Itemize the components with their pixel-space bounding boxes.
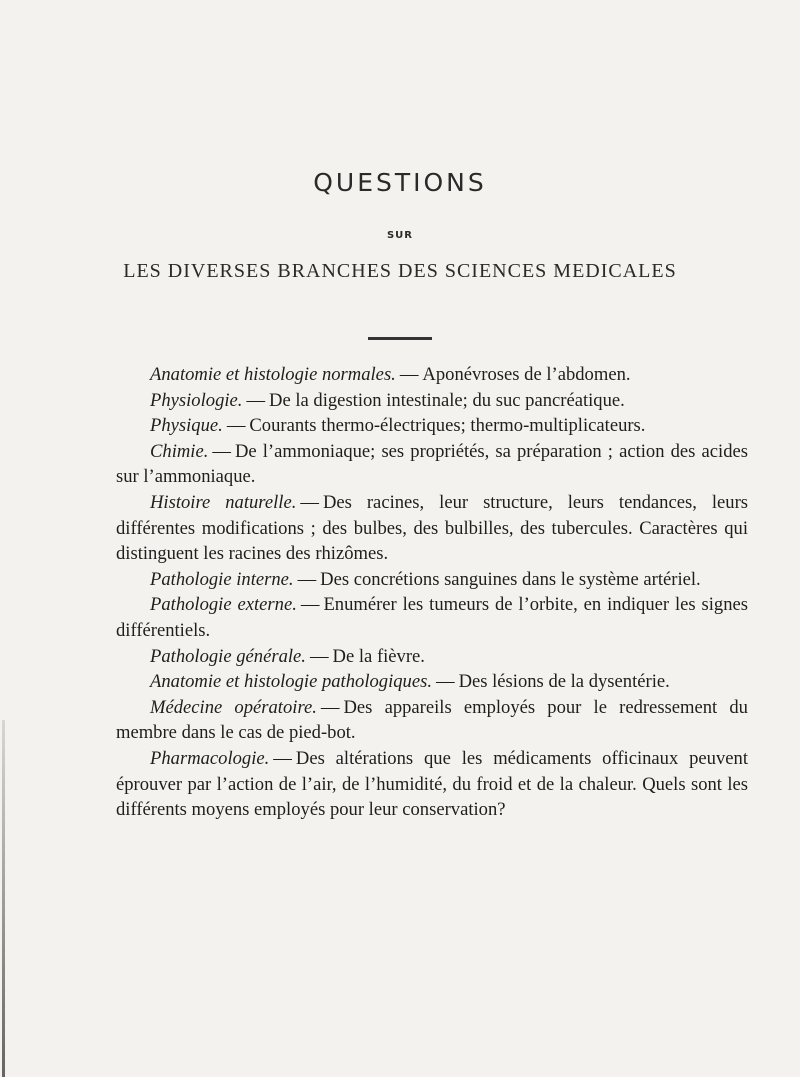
question-text: Courants thermo-électriques; thermo-multiplicateurs.: [249, 415, 646, 437]
question-item: [116, 644, 748, 670]
question-subject: Pathologie générale.: [150, 645, 306, 667]
question-subject: Histoire naturelle.: [150, 491, 297, 513]
question-text: Des appareils employés pour le redressement du membre dans le cas de pied-bot.: [116, 696, 748, 744]
question-text: Des altérations que les médicaments officinaux peuvent éprouver par l’action de l’air, de l’humidité, du froid et de la chaleur. Quels sont les différents moyens employés pour leur conservation?: [116, 747, 748, 821]
question-subject: Chimie.: [150, 440, 209, 462]
question-text: De la fièvre.: [332, 645, 425, 667]
question-item: [116, 362, 748, 388]
question-item: [116, 388, 748, 414]
page-subtitle: SUR: [386, 230, 414, 241]
question-subject: Pathologie externe.: [150, 594, 297, 616]
question-separator: —: [226, 415, 246, 437]
question-text: Aponévroses de l’abdomen.: [422, 364, 631, 385]
question-separator: —: [435, 671, 455, 693]
question-text: De l’ammoniaque; ses propriétés, sa préparation ; action des acides sur l’ammoniaque.: [116, 440, 748, 488]
question-separator: —: [212, 440, 231, 462]
question-subject: Pharmacologie.: [150, 747, 270, 769]
question-separator: —: [297, 568, 317, 590]
question-item: [116, 669, 748, 695]
question-item: [116, 490, 748, 567]
question-item: [116, 413, 748, 439]
questions-list: [116, 362, 748, 823]
question-item: [116, 746, 748, 823]
question-separator: —: [300, 594, 320, 616]
question-separator: —: [399, 364, 419, 385]
question-separator: —: [246, 389, 266, 411]
question-separator: —: [273, 747, 292, 769]
question-separator: —: [300, 491, 319, 513]
question-item: [116, 439, 748, 490]
question-subject: Physiologie.: [150, 389, 243, 411]
question-item: [116, 695, 748, 746]
question-text: Des racines, leur structure, leurs tendances, leurs différentes modifications ; des bulbes, des bulbilles, des tubercules. Caractères qui distinguent les racines des rhizômes.: [116, 491, 749, 565]
question-item: [116, 567, 748, 593]
question-subject: Anatomie et histologie pathologiques.: [150, 671, 432, 693]
question-text: Des concrétions sanguines dans le système artériel.: [320, 568, 701, 590]
question-text: De la digestion intestinale; du suc pancréatique.: [269, 389, 625, 411]
binding-edge-shadow: [2, 720, 5, 1077]
question-text: Enumérer les tumeurs de l’orbite, en indiquer les signes différentiels.: [116, 594, 748, 641]
question-subject: Pathologie interne.: [150, 568, 294, 590]
page-title: QUESTIONS: [313, 168, 487, 197]
question-subject: Anatomie et histologie normales.: [150, 364, 396, 385]
question-text: Des lésions de la dysentérie.: [458, 671, 670, 693]
question-item: [116, 592, 748, 643]
question-subject: Médecine opératoire.: [150, 696, 317, 718]
question-separator: —: [309, 645, 329, 667]
section-heading: LES DIVERSES BRANCHES DES SCIENCES MEDICALES: [123, 260, 677, 282]
divider-rule: [368, 337, 432, 340]
question-separator: —: [320, 696, 340, 718]
question-subject: Physique.: [150, 415, 223, 437]
